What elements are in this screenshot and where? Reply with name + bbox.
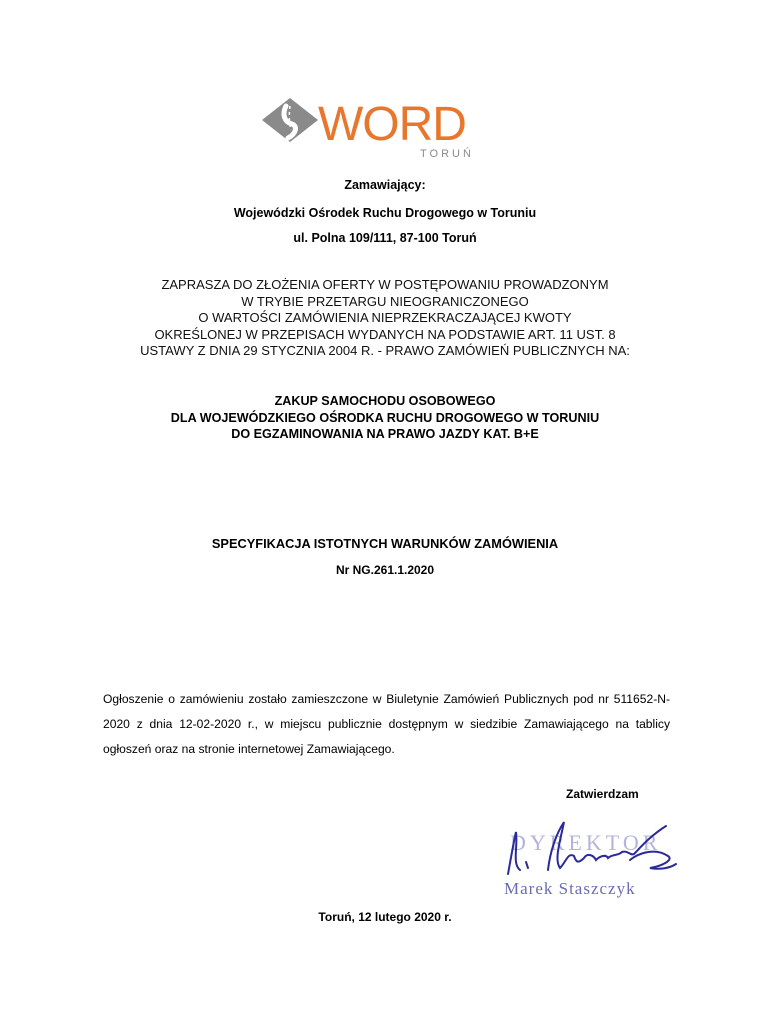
stamp-title-text: DYREKTOR [510, 830, 662, 855]
logo-brand-text: WORD [318, 98, 466, 151]
subject-line: DO EGZAMINOWANIA NA PRAWO JAZDY KAT. B+E [231, 427, 539, 441]
approval-label: Zatwierdzam [566, 787, 639, 801]
invitation-line: OKREŚLONEJ W PRZEPISACH WYDANYCH NA PODSTAWIE ART. 11 UST. 8 [154, 326, 616, 342]
logo-graphic [262, 94, 484, 164]
announcement-paragraph: Ogłoszenie o zamówieniu zostało zamieszczone w Biuletynie Zamówień Publicznych pod nr 511652-N-2020 z dnia 12-02-2020 r., w miejscu publicznie dostępnym w siedzibie Zamawiającego na tablicy ogłoszeń oraz na stronie internetowej Zamawiającego. [103, 692, 670, 756]
invitation-line: ZAPRASZA DO ZŁOŻENIA OFERTY W POSTĘPOWANIU PROWADZONYM [161, 277, 609, 292]
orderer-label: Zamawiający: [344, 178, 426, 192]
stamp-name-text: Marek Staszczyk [504, 879, 636, 898]
director-signature-stamp [490, 812, 690, 912]
orderer-name: Wojewódzki Ośrodek Ruchu Drogowego w Toruniu [233, 206, 537, 220]
invitation-text [0, 277, 770, 360]
place-and-date: Toruń, 12 lutego 2020 r. [318, 910, 452, 924]
siwz-title: SPECYFIKACJA ISTOTNYCH WARUNKÓW ZAMÓWIENIA [211, 536, 559, 551]
invitation-line: USTAWY Z DNIA 29 STYCZNIA 2004 R. - PRAWO ZAMÓWIEŃ PUBLICZNYCH NA: [140, 343, 630, 358]
word-torun-logo [262, 94, 484, 164]
logo-city-text: TORUŃ [420, 148, 474, 160]
orderer-address: ul. Polna 109/111, 87-100 Toruń [293, 231, 477, 245]
signature-graphic [490, 812, 690, 912]
invitation-line: O WARTOŚCI ZAMÓWIENIA NIEPRZEKRACZAJĄCEJ KWOTY [198, 310, 572, 325]
subject-line: ZAKUP SAMOCHODU OSOBOWEGO [274, 394, 496, 408]
subject-line: DLA WOJEWÓDZKIEGO OŚRODKA RUCHU DROGOWEGO W TORUNIU [170, 410, 600, 425]
siwz-number: Nr NG.261.1.2020 [335, 563, 435, 577]
road-diamond-icon [262, 98, 318, 142]
procurement-subject [0, 393, 770, 443]
invitation-line: W TRYBIE PRZETARGU NIEOGRANICZONEGO [241, 293, 529, 309]
